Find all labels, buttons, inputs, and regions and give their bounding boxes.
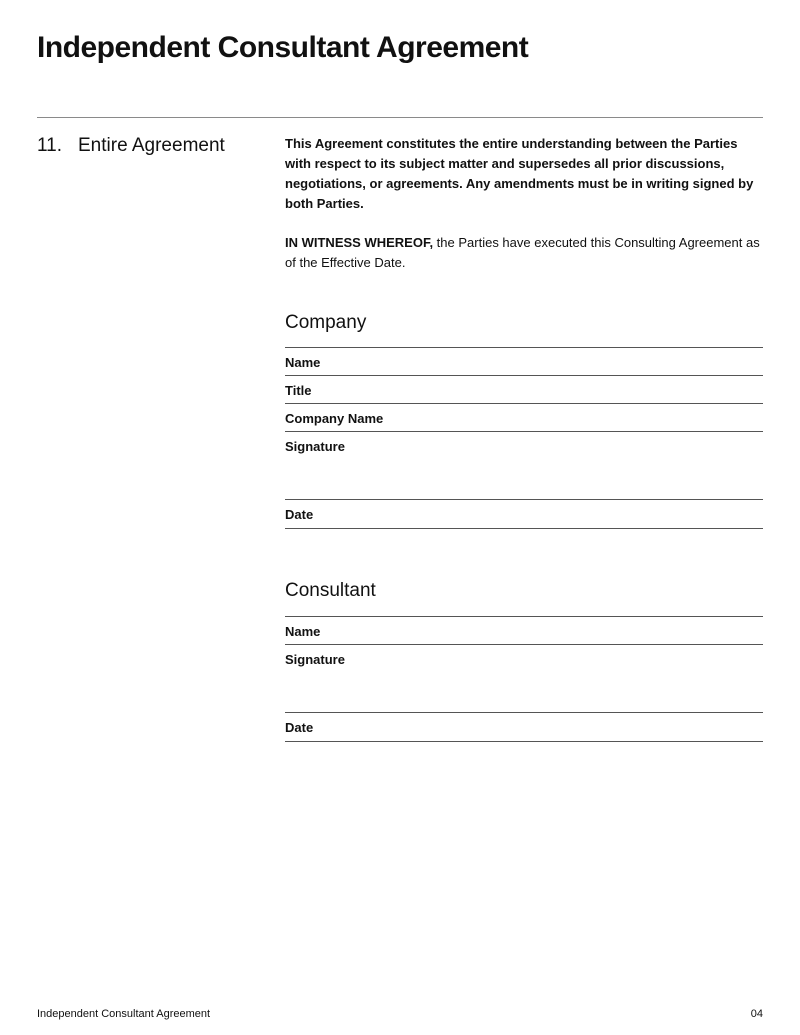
- footer-page-number: 04: [750, 1008, 763, 1020]
- consultant-signature-field[interactable]: Signature: [285, 644, 763, 712]
- section-title: Entire Agreement: [78, 135, 225, 156]
- header-divider: [37, 117, 763, 118]
- entire-agreement-paragraph: This Agreement constitutes the entire understanding between the Parties with respect to its subject matter and supersedes all prior discussions, negotiations, or agreements. Any amendments must be in writing signed by both Parties.: [285, 136, 754, 211]
- document-title: Independent Consultant Agreement: [37, 31, 529, 64]
- footer-document-title: Independent Consultant Agreement: [37, 1008, 211, 1020]
- witness-lead: IN WITNESS WHEREOF,: [285, 235, 434, 250]
- company-heading: Company: [285, 312, 367, 333]
- consultant-date-field[interactable]: Date: [285, 712, 763, 742]
- company-name-field[interactable]: Name: [285, 347, 763, 375]
- company-signature-block: [285, 312, 763, 529]
- witness-text: the Parties have executed this Consulting Agreement as of the Effective Date.: [285, 235, 760, 270]
- section-number: 11.: [37, 135, 63, 156]
- consultant-name-field[interactable]: Name: [285, 616, 763, 644]
- company-title-field[interactable]: Title: [285, 375, 763, 403]
- company-signature-field[interactable]: Signature: [285, 431, 763, 499]
- witness-paragraph: [285, 233, 763, 273]
- section-content: [285, 134, 763, 742]
- company-date-field[interactable]: Date: [285, 499, 763, 529]
- company-company-name-field[interactable]: Company Name: [285, 403, 763, 431]
- consultant-signature-block: [285, 580, 763, 742]
- consultant-heading: Consultant: [285, 580, 376, 601]
